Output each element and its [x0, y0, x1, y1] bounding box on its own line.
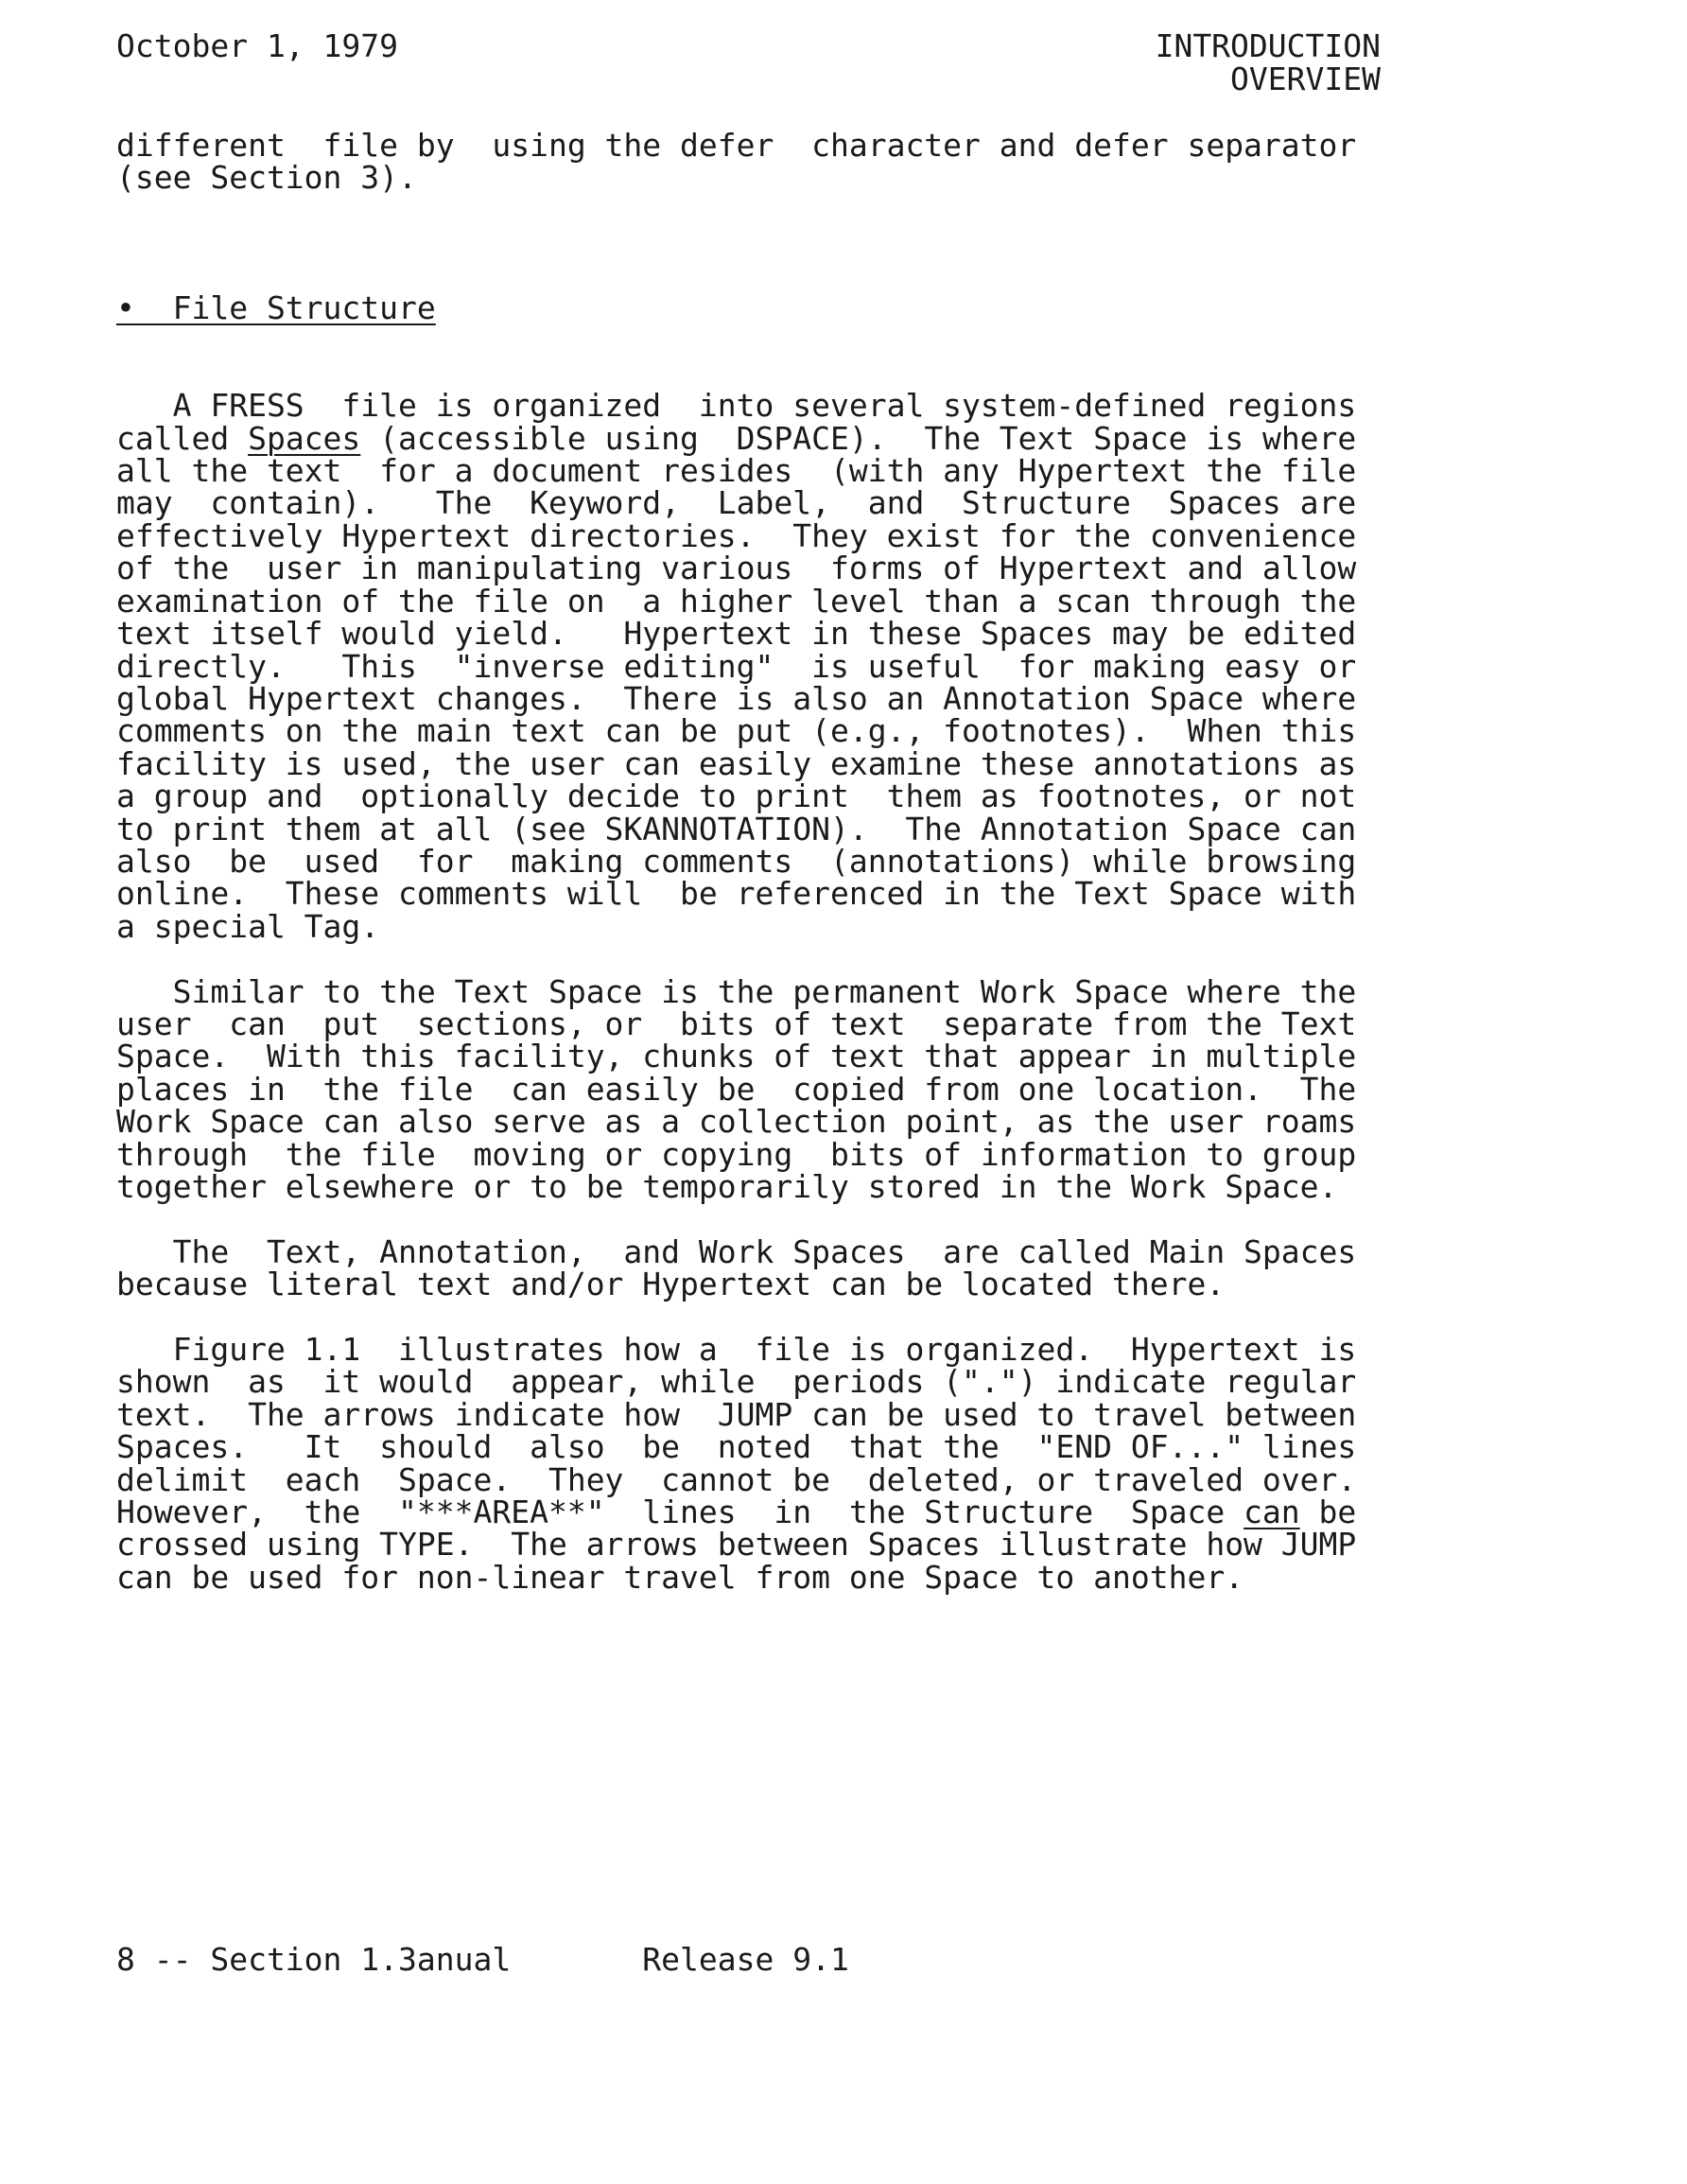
body-line: Figure 1.1 illustrates how a file is organized. Hypertext is — [116, 1331, 1357, 1369]
body-line: because literal text and/or Hypertext can be located there. — [116, 1266, 1226, 1303]
body-line: places in the file can easily be copied from one location. The — [116, 1070, 1357, 1108]
body-line: a group and optionally decide to print them as footnotes, or not — [116, 778, 1357, 815]
body-line-prefix: However, the "***AREA**" lines in the Structure Space — [116, 1494, 1244, 1531]
body-line-suffix: (accessible using DSPACE). The Text Space is where — [360, 419, 1357, 457]
blank-line — [116, 227, 1346, 259]
body-line: comments on the main text can be put (e.g., footnotes). When this — [116, 712, 1357, 750]
body-line: Similar to the Text Space is the permanent Work Space where the — [116, 972, 1357, 1010]
body-line: directly. This "inverse editing" is useful for making easy or — [116, 647, 1357, 685]
body-line: also be used for making comments (annotations) while browsing — [116, 842, 1357, 880]
footer-text: 8 -- Section 1.3anual Release 9.1 — [116, 1941, 849, 1978]
blank-line — [116, 1302, 1346, 1334]
body-line: to print them at all (see SKANNOTATION). The Annotation Space can — [116, 810, 1357, 847]
body-line: Space. With this facility, chunks of text that appear in multiple — [116, 1038, 1357, 1075]
body-line: text itself would yield. Hypertext in these Spaces may be edited — [116, 615, 1357, 653]
body-line: delimit each Space. They cannot be deleted, or traveled over. — [116, 1460, 1357, 1498]
body-line-spaces — [116, 419, 1357, 457]
blank-line — [116, 260, 1346, 292]
body-line: together elsewhere or to be temporarily stored in the Work Space. — [116, 1168, 1338, 1205]
body-line: Work Space can also serve as a collection point, as the user roams — [116, 1103, 1357, 1141]
body-line: different file by using the defer character and defer separator — [116, 127, 1357, 164]
body-line: (see Section 3). — [116, 159, 417, 197]
body-line: may contain). The Keyword, Label, and Structure Spaces are — [116, 484, 1357, 522]
section-heading — [116, 289, 1346, 327]
body-line: effectively Hypertext directories. They exist for the convenience — [116, 516, 1357, 554]
section-heading-text: • File Structure — [116, 289, 436, 327]
body-line: can be used for non-linear travel from one Space to another. — [116, 1558, 1244, 1596]
blank-line — [116, 1203, 1346, 1235]
body-line: user can put sections, or bits of text separate from the Text — [116, 1005, 1357, 1042]
body-line: all the text for a document resides (with any Hypertext the file — [116, 452, 1357, 490]
header-section-subtitle: OVERVIEW — [1230, 61, 1381, 97]
body-line: examination of the file on a higher level than a scan through the — [116, 582, 1357, 620]
body-text — [116, 127, 1357, 1596]
underlined-can: can — [1244, 1494, 1300, 1531]
header-section-title: INTRODUCTION — [1155, 27, 1381, 64]
blank-line — [116, 195, 1346, 227]
body-line: A FRESS file is organized into several system-defined regions — [116, 387, 1357, 425]
body-line: through the file moving or copying bits of information to group — [116, 1135, 1357, 1173]
body-line-prefix: called — [116, 419, 249, 457]
body-line: Spaces. It should also be noted that the "END OF..." lines — [116, 1428, 1357, 1466]
body-line-suffix: be — [1299, 1494, 1357, 1531]
body-line: crossed using TYPE. The arrows between Spaces illustrate how JUMP — [116, 1526, 1357, 1564]
header-date: October 1, 1979 — [116, 27, 399, 64]
body-line: of the user in manipulating various forms of Hypertext and allow — [116, 550, 1357, 587]
body-line: text. The arrows indicate how JUMP can be used to travel between — [116, 1395, 1357, 1433]
body-line: global Hypertext changes. There is also an Annotation Space where — [116, 679, 1357, 717]
blank-line — [116, 324, 1346, 357]
body-line: a special Tag. — [116, 907, 380, 945]
blank-line — [116, 358, 1346, 390]
blank-line — [116, 943, 1346, 975]
body-line: facility is used, the user can easily examine these annotations as — [116, 744, 1357, 782]
body-line: online. These comments will be referenced in the Text Space with — [116, 875, 1357, 913]
underlined-spaces: Spaces — [248, 419, 361, 457]
body-line: The Text, Annotation, and Work Spaces are called Main Spaces — [116, 1232, 1357, 1270]
body-line: shown as it would appear, while periods (".") indicate regular — [116, 1363, 1357, 1401]
body-line-can — [116, 1494, 1357, 1531]
